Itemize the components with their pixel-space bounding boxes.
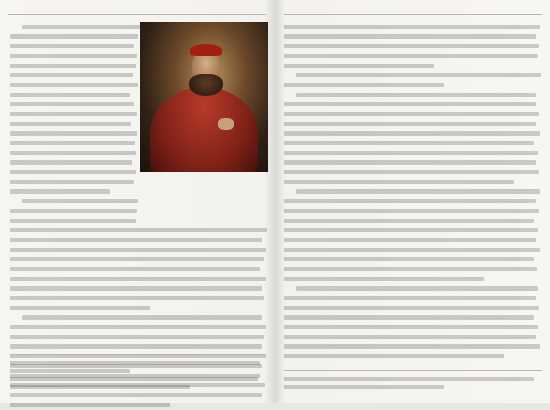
text-line <box>284 293 542 303</box>
text-line <box>284 255 542 265</box>
text-line <box>10 177 268 187</box>
text-line <box>10 235 268 245</box>
text-line <box>10 216 268 226</box>
text-line <box>284 284 542 294</box>
text-line <box>284 274 542 284</box>
text-line <box>10 196 268 206</box>
page-header <box>284 2 542 15</box>
text-line <box>284 61 542 71</box>
text-line <box>10 284 268 294</box>
text-line <box>10 187 268 197</box>
text-line <box>284 32 542 42</box>
text-line <box>284 322 542 332</box>
text-line <box>10 225 268 235</box>
footnote-line <box>284 375 542 383</box>
text-line <box>10 313 268 323</box>
text-line <box>284 196 542 206</box>
text-line <box>10 274 268 284</box>
portrait-painting <box>140 22 268 172</box>
footnote-line <box>10 375 266 383</box>
text-line <box>284 245 542 255</box>
text-line <box>284 177 542 187</box>
page-header <box>8 2 266 15</box>
text-line <box>10 206 268 216</box>
text-line <box>284 41 542 51</box>
text-line <box>10 390 268 400</box>
footnote-line <box>10 367 266 375</box>
text-line <box>10 264 268 274</box>
footnote-line <box>10 383 266 391</box>
text-line <box>284 187 542 197</box>
footnote-line <box>284 383 542 391</box>
text-line <box>284 148 542 158</box>
text-line <box>10 303 268 313</box>
left-page <box>0 0 274 403</box>
text-line <box>10 342 268 352</box>
text-line <box>284 303 542 313</box>
text-line <box>284 100 542 110</box>
text-line <box>284 313 542 323</box>
text-line <box>284 167 542 177</box>
text-line <box>284 119 542 129</box>
text-line <box>284 80 542 90</box>
text-line <box>10 293 268 303</box>
text-line <box>10 332 268 342</box>
text-line <box>284 158 542 168</box>
main-text-block <box>284 22 542 361</box>
text-line <box>10 400 268 410</box>
text-line <box>284 264 542 274</box>
text-line <box>284 90 542 100</box>
text-line <box>284 225 542 235</box>
text-line <box>284 51 542 61</box>
text-line <box>10 322 268 332</box>
text-line <box>284 109 542 119</box>
text-line <box>10 245 268 255</box>
text-line <box>284 235 542 245</box>
footnotes-block <box>10 354 266 391</box>
text-line <box>284 332 542 342</box>
footnote-line <box>10 359 266 367</box>
text-line <box>10 255 268 265</box>
text-line <box>284 70 542 80</box>
footnotes-block <box>284 370 542 391</box>
text-line <box>284 351 542 361</box>
text-line <box>284 129 542 139</box>
text-line <box>284 22 542 32</box>
right-page <box>276 0 550 403</box>
text-line <box>284 138 542 148</box>
text-line <box>284 216 542 226</box>
text-line <box>284 342 542 352</box>
text-line <box>284 206 542 216</box>
figure-portrait <box>140 22 268 175</box>
